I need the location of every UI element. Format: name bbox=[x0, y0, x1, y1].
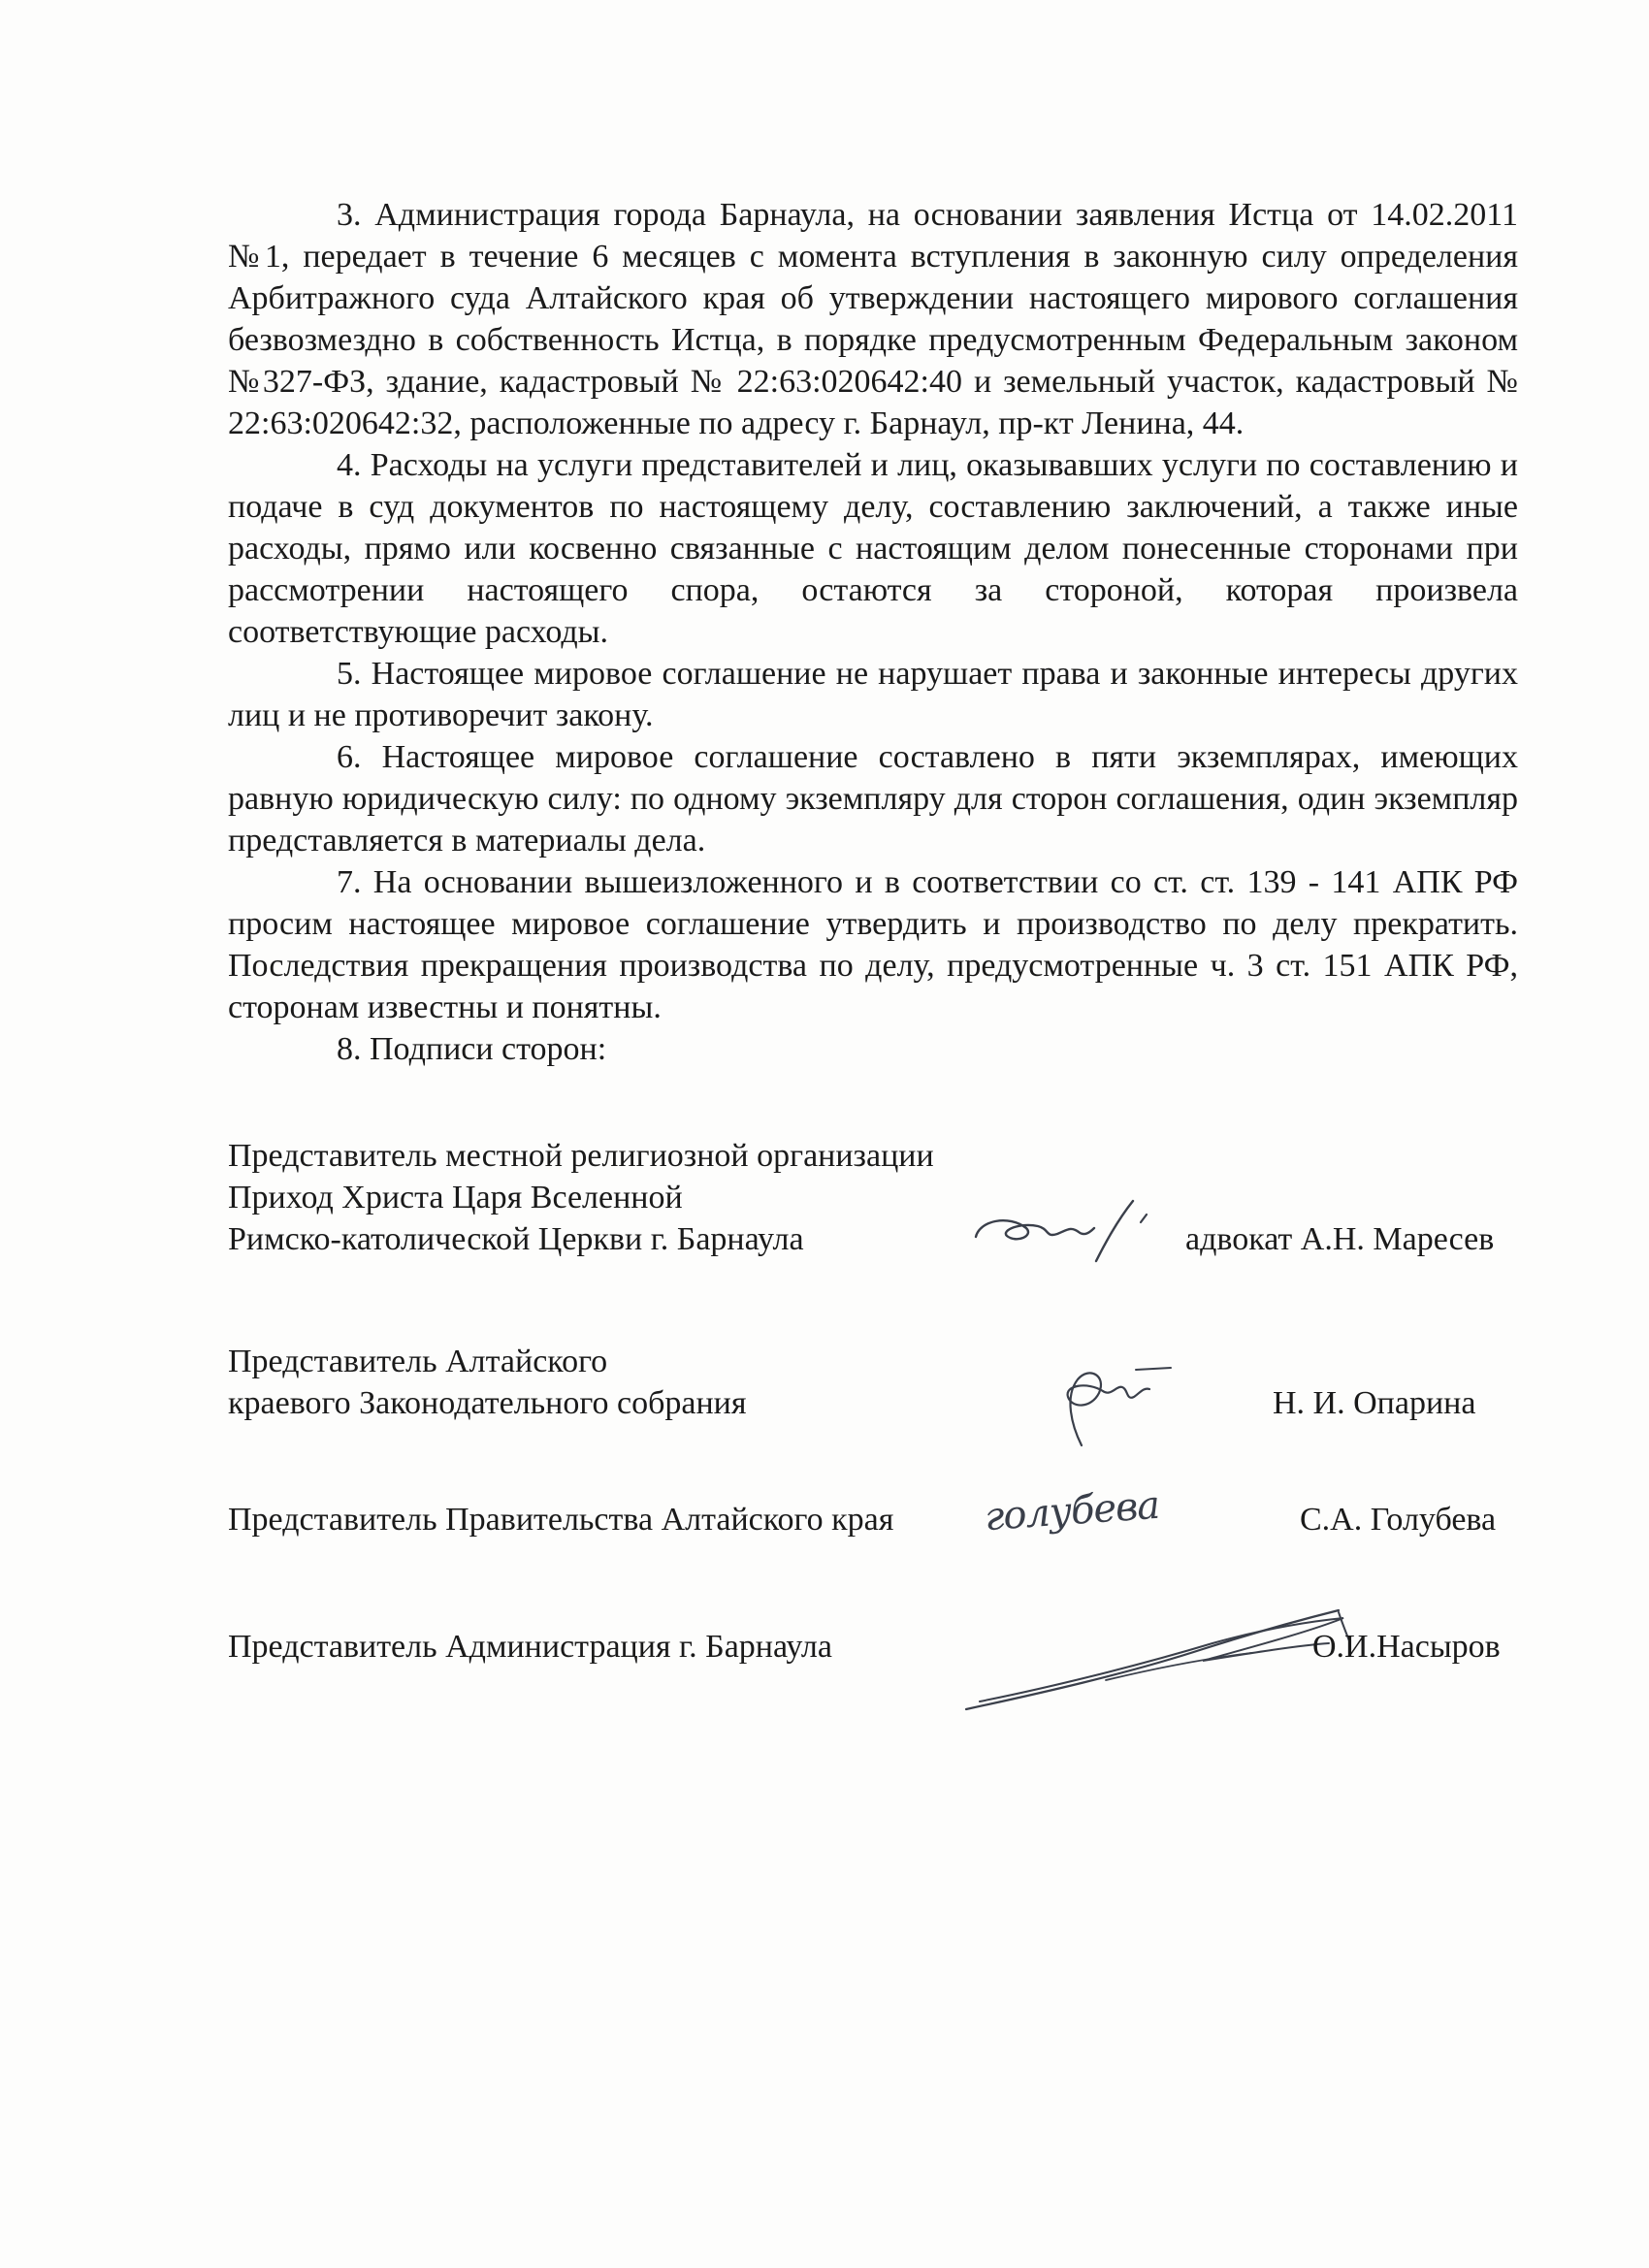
signatory-role-line: Представитель Администрация г. Барнаула bbox=[228, 1629, 832, 1665]
signatory-role-line: Представитель местной религиозной организации bbox=[228, 1138, 934, 1174]
signatory-block-legislative-assembly bbox=[0, 1341, 1649, 1447]
signatory-role-line: Представитель Алтайского bbox=[228, 1344, 608, 1379]
paragraph-6: 6. Настоящее мировое соглашение составлено в пяти экземплярах, имеющих равную юридическую силу: по одному экземпляру для сторон соглашения, один экземпляр представляется в материалы дела. bbox=[228, 739, 1518, 859]
handwritten-signature-maresev bbox=[970, 1193, 1164, 1271]
paragraph-8: 8. Подписи сторон: bbox=[337, 1031, 607, 1067]
paragraph-3: 3. Администрация города Барнаула, на основании заявления Истца от 14.02.2011 №1, передает в течение 6 месяцев с момента вступления в законную силу определения Арбитражного суда Алтайского края об утверждении настоящего мирового соглашения безвозмездно в собственность Истца, в порядке предусмотренным Федеральным законом №327-ФЗ, здание, кадастровый № 22:63:020642:40 и земельный участок, кадастровый № 22:63:020642:32, расположенные по адресу г. Барнаул, пр-кт Ленина, 44. bbox=[228, 197, 1518, 441]
signatory-role-line: краевого Законодательного собрания bbox=[228, 1385, 747, 1421]
signatory-role-line: Представитель Правительства Алтайского края bbox=[228, 1502, 894, 1538]
signatory-name: адвокат А.Н. Маресев bbox=[1185, 1221, 1495, 1257]
signatory-block-administration bbox=[0, 1626, 1649, 1742]
paragraph-7: 7. На основании вышеизложенного и в соответствии со ст. ст. 139 - 141 АПК РФ просим настоящее мировое соглашение утвердить и производство по делу прекратить. Последствия прекращения производства по делу, предусмотренные ч. 3 ст. 151 АПК РФ, сторонам известны и понятны. bbox=[228, 864, 1518, 1025]
signatory-block-religious-org bbox=[0, 1135, 1649, 1271]
handwritten-signature-nasyrov bbox=[960, 1604, 1368, 1721]
signatory-role-line: Римско-католической Церкви г. Барнаула bbox=[228, 1221, 804, 1257]
paragraph-5: 5. Настоящее мировое соглашение не нарушает права и законные интересы других лиц и не противоречит закону. bbox=[228, 656, 1518, 733]
signatory-name: О.И.Насыров bbox=[1312, 1629, 1501, 1665]
paragraph-4: 4. Расходы на услуги представителей и лиц, оказывавших услуги по составлению и подаче в суд документов по настоящему делу, составлению заключений, а также иные расходы, прямо или косвенно связанные с настоящим делом понесенные сторонами при рассмотрении настоящего спора, остаются за стороной, которая произвела соответствующие расходы. bbox=[228, 447, 1518, 650]
signatory-name: С.А. Голубева bbox=[1300, 1502, 1497, 1538]
signatory-block-government bbox=[0, 1482, 1649, 1567]
signatory-name: Н. И. Опарина bbox=[1273, 1385, 1476, 1421]
signatory-role-line: Приход Христа Царя Вселенной bbox=[228, 1180, 683, 1215]
handwritten-signature-golubeva: голубева bbox=[983, 1482, 1161, 1540]
agreement-body bbox=[228, 194, 1518, 1070]
handwritten-signature-oparina bbox=[1043, 1358, 1188, 1450]
